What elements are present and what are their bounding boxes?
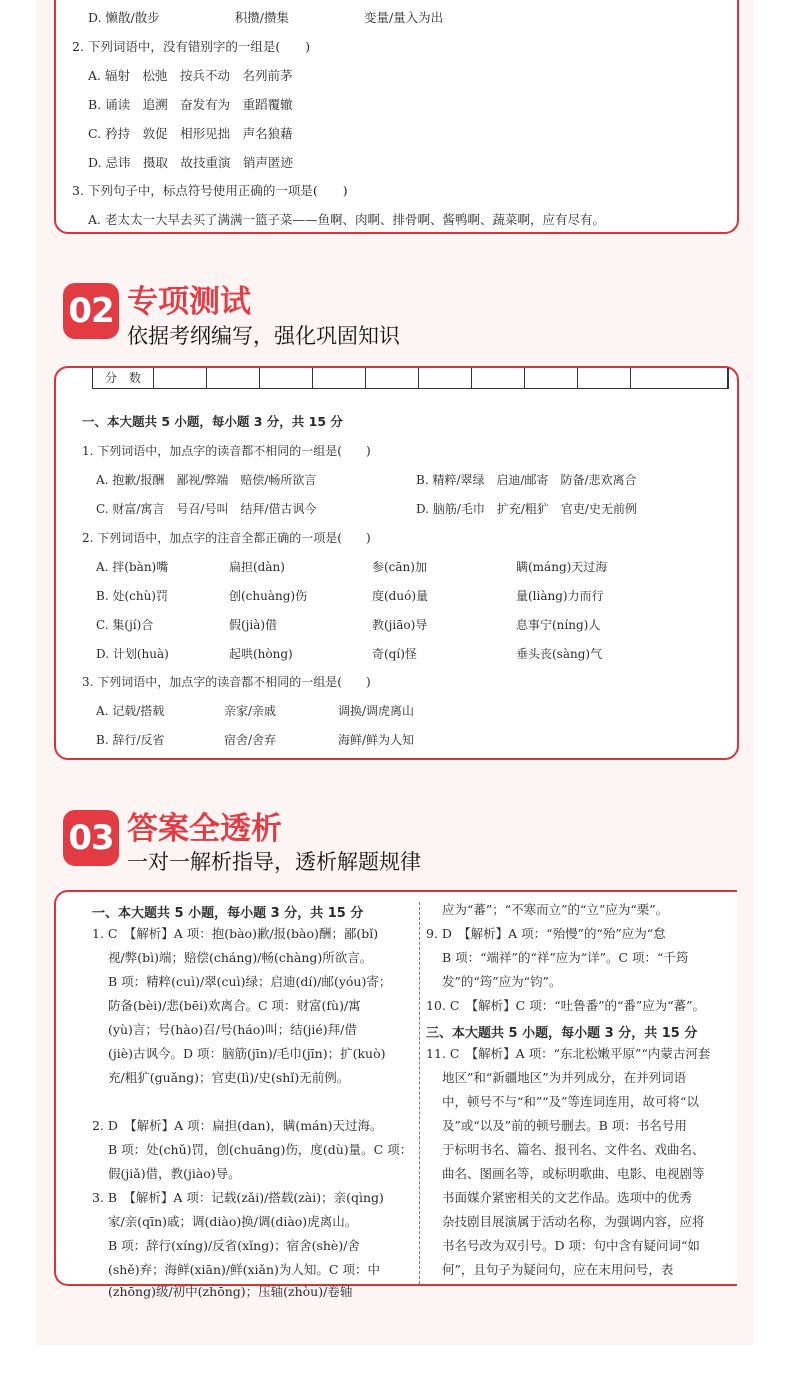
option-cell: 扁担(dàn) xyxy=(229,560,285,574)
answer-line: 地区”和“新疆地区”为并列成分，在并列词语 xyxy=(442,1070,687,1085)
score-cell xyxy=(525,368,578,388)
answer-line: 及”或“以及”前的顿号删去。B 项：书名号用 xyxy=(442,1118,687,1133)
answer-line: 假(jiǎ)借，教(jiào)导。 xyxy=(108,1166,241,1181)
answer-line: 9. D 【解析】A 项：“殆慢”的“殆”应为“怠 xyxy=(426,926,666,941)
option-cell: 参(cān)加 xyxy=(372,560,427,574)
option-cell: A. 拌(bàn)嘴 xyxy=(96,560,169,574)
option-cell: 教(jiāo)导 xyxy=(372,618,428,632)
score-cell xyxy=(631,368,728,388)
score-table xyxy=(92,368,729,389)
score-label: 分 数 xyxy=(93,368,154,388)
option-cell: 假(jià)借 xyxy=(229,618,278,632)
score-cell xyxy=(472,368,525,388)
answer-line: 书名号改为双引号。D 项：句中含有疑问词“如 xyxy=(442,1238,700,1253)
option-cell: 奇(qí)怪 xyxy=(372,647,417,661)
answer-line: 何”，且句子为疑问句，应在末用问号，表 xyxy=(442,1262,674,1277)
section-title: 答案全透析 xyxy=(127,811,282,847)
option-cell: 起哄(hòng) xyxy=(229,647,293,661)
question-line: 2. 下列词语中，没有错别字的一组是( ) xyxy=(72,39,311,54)
answer-line: 书面媒介紧密相关的文艺作品。选项中的优秀 xyxy=(442,1190,693,1205)
answer-analysis-box xyxy=(54,890,737,1299)
column-divider xyxy=(419,902,420,1284)
option-cell: D. 计划(huà) xyxy=(96,647,169,661)
option-cell: A. 记载/搭载 xyxy=(96,704,165,718)
section-heading: 三、本大题共 5 小题，每小题 3 分，共 15 分 xyxy=(426,1026,698,1041)
option-cell: 瞒(máng)天过海 xyxy=(516,560,608,574)
answer-line: (zhōng)级/初中(zhōng)；压轴(zhòu)/卷轴 xyxy=(108,1284,353,1299)
answer-line: 于标明书名、篇名、报刊名、文件名、戏曲名、 xyxy=(442,1142,705,1157)
answer-line: (yù)言；号(hào)召/号(háo)叫；结(jié)拜/借 xyxy=(108,1022,357,1037)
option-line: C. 矜持 敦促 相形见拙 声名狼藉 xyxy=(88,126,293,141)
option-line: A. 老太太一大早去买了满满一篮子菜——鱼啊、肉啊、排骨啊、酱鸭啊、蔬菜啊，应有尽有。 xyxy=(88,212,605,227)
answer-line: 3. B 【解析】A 项：记载(zǎi)/搭载(zài)；亲(qìng) xyxy=(92,1190,384,1205)
section-subtitle: 依据考纲编写，强化巩固知识 xyxy=(127,324,400,348)
option-cell: B. 辞行/反省 xyxy=(96,733,165,747)
option-line: A. 抱歉/报酬 鄙视/弊端 赔偿/畅所欲言 xyxy=(96,473,317,487)
section-number-badge: 02 xyxy=(63,283,119,339)
question-line: 1. 下列词语中，加点字的读音都不相同的一组是( ) xyxy=(82,444,371,458)
option-cell: 海鲜/鲜为人知 xyxy=(338,733,415,747)
option-line: D. 忌讳 摄取 故技重演 销声匿迹 xyxy=(88,155,294,170)
answer-line: B 项：“端祥”的“祥”应为“详”。C 项：“千筠 xyxy=(442,950,689,965)
option-cell: 垂头丧(sàng)气 xyxy=(516,647,603,661)
answer-line: 防备(bèi)/悲(bēi)欢离合。C 项：财富(fù)/寓 xyxy=(108,998,361,1013)
answer-line: 应为“蕃”；“不寒而立”的“立”应为“栗”。 xyxy=(442,902,669,917)
option-cell: 量(liàng)力而行 xyxy=(516,589,604,603)
option-line: B. 精粹/翠绿 启迪/邮寄 防备/悲欢离合 xyxy=(416,473,637,487)
section-number-badge: 03 xyxy=(63,810,119,866)
score-cell xyxy=(419,368,472,388)
answer-line: 11. C 【解析】A 项：“东北松嫩平原”“内蒙古河套 xyxy=(426,1046,711,1061)
option-line: B. 诵读 追溯 奋发有为 重蹈覆辙 xyxy=(88,97,293,112)
answer-line: (jiè)古讽今。D 项：脑筋(jīn)/毛巾(jīn)；扩(kuò) xyxy=(108,1046,386,1061)
question-preview-box xyxy=(54,0,739,234)
answer-line: B 项：辞行(xíng)/反省(xǐng)；宿舍(shè)/舍 xyxy=(108,1238,360,1253)
answer-line: 发”的“筠”应为“钧”。 xyxy=(442,974,562,989)
option-cell: C. 集(jí)合 xyxy=(96,618,154,632)
question-line: 3. 下列句子中，标点符号使用正确的一项是( ) xyxy=(72,183,348,198)
answer-line: 充/粗犷(guǎng)；官吏(lì)/史(shǐ)无前例。 xyxy=(108,1070,350,1085)
score-cell xyxy=(260,368,313,388)
score-cell xyxy=(313,368,366,388)
option-line: A. 辐射 松弛 按兵不动 名列前茅 xyxy=(88,68,293,83)
score-cell xyxy=(366,368,419,388)
option-cell: B. 处(chù)罚 xyxy=(96,589,168,603)
question-line: 2. 下列词语中，加点字的注音全都正确的一项是( ) xyxy=(82,531,371,545)
score-cell xyxy=(154,368,207,388)
answer-line: 10. C 【解析】C 项：“吐鲁番”的“番”应为“蕃”。 xyxy=(426,998,706,1013)
practice-test-box xyxy=(54,366,739,760)
option-cell: 亲家/亲戚 xyxy=(224,704,277,718)
answer-line: 1. C 【解析】A 项：抱(bào)歉/报(bào)酬；鄙(bǐ) xyxy=(92,926,379,941)
answer-line: (shě)弃；海鲜(xiān)/鲜(xiǎn)为人知。C 项：中 xyxy=(108,1262,380,1277)
option-line: D. 懒散/散步 积攒/攒集 变量/量入为出 xyxy=(88,10,444,25)
question-line: 3. 下列词语中，加点字的读音都不相同的一组是( ) xyxy=(82,675,371,689)
section-subtitle: 一对一解析指导，透析解题规律 xyxy=(127,850,421,874)
option-line: C. 财富/寓言 号召/号叫 结拜/借古讽今 xyxy=(96,502,317,516)
answer-line: 杂技剧目展演属于活动名称，为强调内容，应将 xyxy=(442,1214,705,1229)
answer-line: 视/弊(bì)端；赔偿(cháng)/畅(chàng)所欲言。 xyxy=(108,950,373,965)
option-cell: 度(duó)量 xyxy=(372,589,428,603)
option-cell: 宿舍/舍弃 xyxy=(224,733,277,747)
score-cell xyxy=(207,368,260,388)
option-cell: 调换/调虎离山 xyxy=(338,704,415,718)
section-title: 专项测试 xyxy=(127,284,251,320)
option-cell: 创(chuàng)伤 xyxy=(229,589,308,603)
answer-line: B 项：精粹(cuì)/翠(cuì)绿；启迪(dí)/邮(yóu)寄； xyxy=(108,974,392,989)
answer-line: 家/亲(qīn)戚；调(diào)换/调(diào)虎离山。 xyxy=(108,1214,358,1229)
answer-line: 2. D 【解析】A 项：扁担(dan)，瞒(mán)天过海。 xyxy=(92,1118,383,1133)
option-line: D. 脑筋/毛巾 扩充/粗犷 官吏/史无前例 xyxy=(416,502,637,516)
section-heading: 一、本大题共 5 小题，每小题 3 分，共 15 分 xyxy=(92,906,364,921)
option-cell: 息事宁(níng)人 xyxy=(516,618,601,632)
answer-line: 曲名、图画名等，或标明歌曲、电影、电视剧等 xyxy=(442,1166,705,1181)
answer-line: B 项：处(chǔ)罚，创(chuāng)伤，度(dù)量。C 项： xyxy=(108,1142,413,1157)
score-cell xyxy=(578,368,631,388)
section-heading: 一、本大题共 5 小题，每小题 3 分，共 15 分 xyxy=(82,414,343,429)
answer-line: 中，顿号不与“和”“及”等连词连用，故可将“以 xyxy=(442,1094,699,1109)
